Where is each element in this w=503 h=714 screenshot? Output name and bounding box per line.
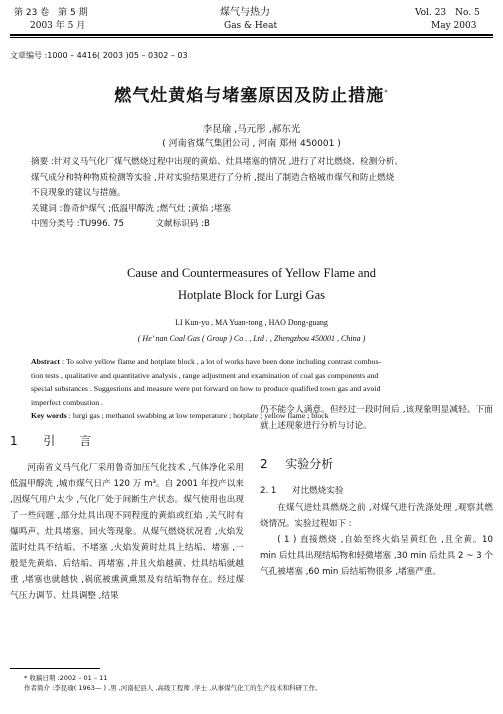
authors-en: LI Kun-yu , MA Yuan-tong , HAO Dong-guang [175,318,328,327]
affiliation-en: ( He’ nan Coal Gas ( Group ) Co . , Ltd . , Zhengzhou 450001 , China ) [137,334,366,343]
abstract-cn [31,155,481,233]
paper-title-en-line2: Hotplate Block for Lurgi Gas [178,288,325,302]
paper-title-cn-text: 燃气灶黄焰与堵塞原因及防止措施 [114,86,385,106]
paper-title-cn [0,81,503,106]
document-code: 文献标识码 :B [155,219,210,229]
authors-cn: 李昆瑜 ,马元彤 ,郝东光 [202,124,301,135]
title-footnote-mark: * [384,88,389,97]
article-id: 文章编号 :1000 – 4416( 2003 )05 – 0302 – 03 [10,51,188,60]
abstract-en-label: Abstract [31,357,61,366]
subsection-title: 对比燃烧实验 [291,486,344,496]
section-1-body [10,460,244,604]
right-column [260,402,493,434]
abstract-cn-line: 摘要 :针对义马气化厂煤气燃烧过程中出现的黄焰、灶具堵塞的情况 ,进行了对比燃烧、检测分析、 [31,157,404,167]
keywords-en-label: Key words [31,411,67,420]
subsection-2-1-heading [260,484,343,496]
keywords-cn: 关键词 :鲁奇炉煤气 ;低温甲醇洗 ;燃气灶 ;黄焰 ;堵塞 [31,203,232,214]
journal-date: 2003 年 5 月 [30,21,86,31]
paragraph-continued: 仍不能令人满意。但经过一段时间后 ,该现象明显减轻。下面就上述现象进行分析与讨论。 [260,405,493,431]
paragraph: ( 1 ) 直接燃烧 ,自始至终火焰呈黄红色 ,且全黄。10 min 后灶具出现结垢物和轻微堵塞 ,30 min 后灶具 2 ~ 3 个气孔被堵塞 ,60 min 后结垢物很多 ,堵塞严重。 [260,535,493,577]
footnote-rule [10,668,100,669]
abstract-en-line: tion tests , qualitative and quantitative analysis , range adjustment and examination of coal gas components and [31,370,379,380]
journal-title-cn: 煤气与热力 [220,7,270,18]
abstract-en-line: imperfect combustion . [31,397,104,407]
classification-row [31,217,481,233]
abstract-en-line: special substances . Suggestions and measure were put forward on how to produce qualified town gas and avoid [31,384,381,393]
classification-number: 中图分类号 :TU996. 75 [31,219,124,229]
abstract-cn-line: 不良现象的建议与措施。 [31,188,126,198]
footnote [24,673,322,693]
abstract-en-line [31,355,481,369]
journal-volume-en: Vol. 23 No. 5 [415,8,480,18]
paragraph: 在煤气进灶具燃烧之前 ,对煤气进行洗涤处理 ,观察其燃烧情况。实验过程如下 : [260,503,493,529]
journal-date-en: May 2003 [431,21,477,31]
header-rule-thick [10,34,493,36]
journal-title-en: Gas & Heat [224,21,278,31]
paragraph: 河南省义马气化厂采用鲁奇加压气化技术 ,气体净化采用低温甲醇洗 ,城市煤气日产 120 万 m³。自 2001 年投产以来 ,因煤气用户太少 ,气化厂处于间断生产状态。煤气使用也出现了一些问题 ,部分灶具出现不同程度的黄焰或红焰 ,关气时有爆鸣声、灶具堵塞、回火等现象。从煤气燃烧状况看 ,火焰发蓝时灶具不结垢、不堵塞 ,火焰发黄时灶具上结垢、堵塞 ,一般是先黄焰、后结垢、再堵塞 ,并且火焰越黄、灶具结垢就越重 ,堵塞也就越快 ,祸底被熏黄熏黑及有结垢物存在。经过煤气压力调节、灶具调整 ,结果 [10,463,244,601]
paper-title-en-line1: Cause and Countermeasures of Yellow Flame and [127,266,376,280]
subsection-number: 2. 1 [260,486,277,496]
keywords-en-text: : lurgi gas ; methanol swabbing at low temperature ; hotplate ; yellow flame ; block [66,411,329,420]
section-1-heading [10,432,91,449]
section-number: 1 [10,434,18,448]
subsection-2-1-body [260,500,493,580]
section-2-heading [260,455,333,472]
header-rule-thin [10,37,493,38]
section-title: 实验分析 [285,457,334,471]
section-title: 引 言 [43,434,92,448]
abstract-cn-line: 煤气成分和特种物质检测等实验 ,并对实验结果进行了分析 ,提出了制造合格城市煤气和防止燃烧 [31,172,395,183]
affiliation-cn: ( 河南省煤气集团公司 , 河南 郑州 450001 ) [162,139,341,149]
received-date: * 收稿日期 :2002 – 01 – 11 [24,674,108,682]
section-number: 2 [260,457,268,471]
abstract-en-text: : To solve yellow flame and hotplate block , a lot of works have been done including contrast combus- [60,357,382,366]
author-bio: 作者简介 :李昆瑜( 1963— ) ,男 ,河南杞县人 ,高级工程师 ,学士 ,从事煤气化工的生产技术和科研工作。 [24,684,322,692]
journal-volume-issue: 第 23 卷 第 5 期 [14,8,88,18]
